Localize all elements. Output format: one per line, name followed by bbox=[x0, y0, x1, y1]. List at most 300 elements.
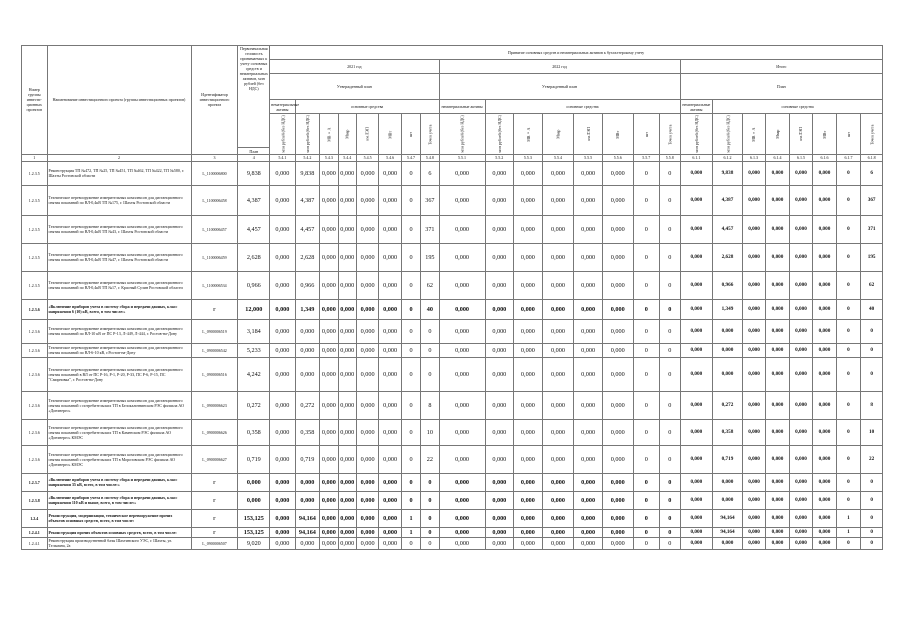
initial-cost-cell: 9,838 bbox=[238, 161, 270, 185]
column-number: 4 bbox=[238, 154, 270, 161]
value-2022-cell: 0,000 bbox=[602, 215, 633, 243]
value-2021-cell: 94,164 bbox=[295, 527, 320, 537]
initial-cost-cell: 5,233 bbox=[238, 343, 270, 357]
value-2022-cell: 0,000 bbox=[574, 343, 603, 357]
value-total-cell: 0,966 bbox=[713, 271, 743, 299]
value-2022-cell: 0,000 bbox=[485, 445, 514, 473]
value-total-cell: 195 bbox=[861, 243, 883, 271]
value-2022-cell: 0 bbox=[660, 491, 680, 509]
value-2022-cell: 0,000 bbox=[574, 537, 603, 549]
value-2021-cell: 0,000 bbox=[338, 357, 356, 391]
value-2021-cell: 0 bbox=[421, 537, 439, 549]
value-total-cell: 0,000 bbox=[813, 527, 836, 537]
value-2021-cell: 0,000 bbox=[320, 473, 338, 491]
approved-plan-2021-header: Утвержденный план bbox=[270, 74, 439, 100]
value-2021-cell: 0,000 bbox=[270, 391, 296, 419]
value-2021-cell: 0 bbox=[401, 299, 420, 319]
initial-cost-cell: 4,387 bbox=[238, 185, 270, 215]
value-total-cell: 0,000 bbox=[813, 391, 836, 419]
value-2022-cell: 0 bbox=[660, 215, 680, 243]
value-2021-cell: 0,000 bbox=[356, 445, 378, 473]
value-total-cell: 0,000 bbox=[742, 419, 765, 445]
value-total-cell: 0,000 bbox=[813, 419, 836, 445]
group-number-cell: 1.2.3.6 bbox=[22, 319, 48, 343]
value-2022-cell: 0,000 bbox=[542, 537, 574, 549]
value-total-cell: 0 bbox=[836, 357, 861, 391]
value-total-cell: 0,000 bbox=[742, 271, 765, 299]
value-total-cell: 0,000 bbox=[766, 491, 789, 509]
value-total-cell: 0,000 bbox=[789, 527, 812, 537]
group-number-cell: 1.2.3.5 bbox=[22, 243, 48, 271]
value-total-cell: 0,000 bbox=[680, 185, 713, 215]
value-2021-cell: 0,000 bbox=[320, 509, 338, 527]
value-2022-cell: 0,000 bbox=[542, 215, 574, 243]
value-2022-cell: 0,000 bbox=[542, 445, 574, 473]
unit-header: км ЛЭП bbox=[356, 114, 378, 155]
value-total-cell: 0 bbox=[836, 491, 861, 509]
value-2021-cell: 0,000 bbox=[320, 319, 338, 343]
value-total-cell: 0 bbox=[861, 527, 883, 537]
value-total-cell: 0,000 bbox=[766, 445, 789, 473]
table-row bbox=[22, 319, 883, 343]
value-total-cell: 0,000 bbox=[766, 185, 789, 215]
value-total-cell: 0 bbox=[836, 473, 861, 491]
value-2022-cell: 0 bbox=[660, 537, 680, 549]
value-2022-cell: 0,000 bbox=[574, 299, 603, 319]
value-2022-cell: 0 bbox=[660, 445, 680, 473]
value-2021-cell: 4,387 bbox=[295, 185, 320, 215]
value-2022-cell: 0 bbox=[660, 299, 680, 319]
group-number-cell: 1.2.4 bbox=[22, 509, 48, 527]
value-total-cell: 0,358 bbox=[713, 419, 743, 445]
value-total-cell: 0,000 bbox=[742, 243, 765, 271]
column-number: 5.4.3 bbox=[320, 154, 338, 161]
value-2021-cell: 4,457 bbox=[295, 215, 320, 243]
value-total-cell: 1 bbox=[836, 527, 861, 537]
value-2022-cell: 0,000 bbox=[514, 473, 543, 491]
value-2022-cell: 0,000 bbox=[514, 445, 543, 473]
column-number: 6.1.4 bbox=[766, 154, 789, 161]
value-2021-cell: 195 bbox=[421, 243, 439, 271]
value-2021-cell: 0 bbox=[401, 243, 420, 271]
value-total-cell: 0,000 bbox=[813, 299, 836, 319]
value-total-cell: 0,000 bbox=[680, 491, 713, 509]
value-2021-cell: 0 bbox=[401, 419, 420, 445]
value-2022-cell: 0,000 bbox=[485, 185, 514, 215]
value-2021-cell: 0,000 bbox=[320, 343, 338, 357]
project-id-cell: L_1100006457 bbox=[191, 215, 238, 243]
initial-cost-cell: 12,000 bbox=[238, 299, 270, 319]
value-2022-cell: 0,000 bbox=[574, 419, 603, 445]
value-2021-cell: 0,000 bbox=[295, 343, 320, 357]
value-2022-cell: 0 bbox=[660, 185, 680, 215]
value-total-cell: 0,000 bbox=[766, 343, 789, 357]
value-total-cell: 0,000 bbox=[789, 491, 812, 509]
group-number-cell: 1.2.4.1 bbox=[22, 527, 48, 537]
value-2021-cell: 0,000 bbox=[338, 473, 356, 491]
investment-table-sheet bbox=[21, 45, 883, 550]
value-2021-cell: 0 bbox=[421, 527, 439, 537]
table-row bbox=[22, 343, 883, 357]
group-number-cell: 1.2.3.5 bbox=[22, 161, 48, 185]
project-name-cell: Техническое перевооружение измерительных комплексов для дистанционного снятия показаний по ВЛ-0,4кВ ТП №175, г. Шахты Ростовской области bbox=[47, 185, 191, 215]
initial-cost-cell: 0,000 bbox=[238, 491, 270, 509]
value-2022-cell: 0,000 bbox=[439, 527, 485, 537]
column-number: 6.1.5 bbox=[789, 154, 812, 161]
value-total-cell: 0 bbox=[836, 185, 861, 215]
value-2021-cell: 0,000 bbox=[356, 537, 378, 549]
value-total-cell: 0,000 bbox=[713, 491, 743, 509]
value-total-cell: 0,000 bbox=[813, 509, 836, 527]
value-total-cell: 0,000 bbox=[813, 343, 836, 357]
value-2021-cell: 0 bbox=[401, 161, 420, 185]
value-total-cell: 0,000 bbox=[680, 527, 713, 537]
value-total-cell: 0,000 bbox=[742, 319, 765, 343]
project-name-cell: Реконструкция прочих объектов основных средств, всего, в том числе: bbox=[47, 527, 191, 537]
unit-header: Мвар bbox=[766, 114, 789, 155]
value-2022-cell: 0 bbox=[633, 215, 660, 243]
intangible-total-header: нематериальные активы bbox=[680, 100, 713, 114]
table-row bbox=[22, 161, 883, 185]
group-number-cell: 1.2.3.5 bbox=[22, 215, 48, 243]
value-2022-cell: 0 bbox=[633, 491, 660, 509]
value-2021-cell: 0,000 bbox=[338, 299, 356, 319]
value-2022-cell: 0,000 bbox=[574, 243, 603, 271]
value-2022-cell: 0,000 bbox=[602, 299, 633, 319]
table-row bbox=[22, 185, 883, 215]
value-2022-cell: 0,000 bbox=[439, 343, 485, 357]
value-2022-cell: 0,000 bbox=[602, 445, 633, 473]
value-total-cell: 0,000 bbox=[789, 215, 812, 243]
value-2021-cell: 0,000 bbox=[320, 357, 338, 391]
value-2022-cell: 0 bbox=[633, 299, 660, 319]
value-total-cell: 0 bbox=[861, 319, 883, 343]
value-total-cell: 0 bbox=[861, 357, 883, 391]
value-2022-cell: 0 bbox=[633, 527, 660, 537]
value-2021-cell: 0 bbox=[401, 491, 420, 509]
table-row bbox=[22, 509, 883, 527]
value-2022-cell: 0,000 bbox=[542, 243, 574, 271]
value-2022-cell: 0,000 bbox=[439, 215, 485, 243]
column-number: 5.4.1 bbox=[270, 154, 296, 161]
value-2022-cell: 0,000 bbox=[439, 299, 485, 319]
value-2021-cell: 0,000 bbox=[320, 391, 338, 419]
column-number: 2 bbox=[47, 154, 191, 161]
column-number: 6.1.2 bbox=[713, 154, 743, 161]
unit-header: МВт bbox=[813, 114, 836, 155]
value-2021-cell: 6 bbox=[421, 161, 439, 185]
value-total-cell: 0,272 bbox=[713, 391, 743, 419]
project-id-cell: L_0900006516 bbox=[191, 357, 238, 391]
project-id-cell: L_1100006459 bbox=[191, 243, 238, 271]
value-2022-cell: 0 bbox=[633, 537, 660, 549]
value-2022-cell: 0 bbox=[633, 419, 660, 445]
value-total-cell: 62 bbox=[861, 271, 883, 299]
value-2021-cell: 0,000 bbox=[338, 419, 356, 445]
value-2021-cell: 0,000 bbox=[338, 491, 356, 509]
value-total-cell: 0,000 bbox=[766, 527, 789, 537]
project-id-cell: L_0900006623 bbox=[191, 391, 238, 419]
value-2021-cell: 0 bbox=[401, 215, 420, 243]
value-2021-cell: 0,000 bbox=[295, 537, 320, 549]
value-2021-cell: 0 bbox=[401, 271, 420, 299]
value-total-cell: 0,000 bbox=[680, 299, 713, 319]
value-2022-cell: 0,000 bbox=[514, 419, 543, 445]
value-2022-cell: 0,000 bbox=[439, 491, 485, 509]
project-id-cell: Г bbox=[191, 491, 238, 509]
value-total-cell: 0,000 bbox=[742, 161, 765, 185]
value-2021-cell: 0,000 bbox=[270, 243, 296, 271]
table-row bbox=[22, 299, 883, 319]
value-2021-cell: 0,000 bbox=[270, 357, 296, 391]
value-2022-cell: 0,000 bbox=[574, 161, 603, 185]
column-number: 5.5.2 bbox=[485, 154, 514, 161]
column-number: 6.1.3 bbox=[742, 154, 765, 161]
project-name-cell: Техническое перевооружение измерительных комплексов для дистанционного снятия показаний по ВЛ-0,4кВ ТП №43, г. Шахты Ростовской области bbox=[47, 215, 191, 243]
value-2022-cell: 0 bbox=[633, 445, 660, 473]
column-number: 5.5.1 bbox=[439, 154, 485, 161]
value-2022-cell: 0,000 bbox=[574, 491, 603, 509]
value-2021-cell: 0,000 bbox=[320, 161, 338, 185]
unit-header: млн рублей (без НДС) bbox=[270, 114, 296, 155]
table-row bbox=[22, 243, 883, 271]
value-total-cell: 9,838 bbox=[713, 161, 743, 185]
value-2021-cell: 0,000 bbox=[379, 243, 401, 271]
value-2021-cell: 0,000 bbox=[270, 473, 296, 491]
initial-cost-cell: 153,125 bbox=[238, 509, 270, 527]
project-name-cell: Техническое перевооружение измерительных комплексов для дистанционного снятия показаний в ВЛ от ПС Р-16, Р-1, Р-20, Р-33, ПС Р-6, Р-15, ПС "Смирновка", г. Ростов-на-Дону bbox=[47, 357, 191, 391]
value-2022-cell: 0,000 bbox=[439, 509, 485, 527]
value-2021-cell: 0,000 bbox=[320, 215, 338, 243]
value-2022-cell: 0,000 bbox=[485, 537, 514, 549]
value-2022-cell: 0 bbox=[660, 161, 680, 185]
value-total-cell: 0,000 bbox=[789, 299, 812, 319]
value-2022-cell: 0,000 bbox=[542, 319, 574, 343]
unit-header: Мвар bbox=[542, 114, 574, 155]
value-total-cell: 0,000 bbox=[742, 491, 765, 509]
unit-header: МВ×А bbox=[320, 114, 338, 155]
value-total-cell: 0,000 bbox=[789, 185, 812, 215]
value-2022-cell: 0,000 bbox=[439, 473, 485, 491]
value-2022-cell: 0,000 bbox=[602, 537, 633, 549]
value-2021-cell: 0,000 bbox=[338, 537, 356, 549]
unit-header: Точек учета bbox=[660, 114, 680, 155]
value-total-cell: 0,000 bbox=[766, 473, 789, 491]
value-total-cell: 94,164 bbox=[713, 509, 743, 527]
project-id-cell: L_0900006542 bbox=[191, 343, 238, 357]
value-2022-cell: 0,000 bbox=[574, 445, 603, 473]
value-2021-cell: 371 bbox=[421, 215, 439, 243]
value-total-cell: 0 bbox=[836, 343, 861, 357]
group-number-cell: 1.2.3.6 bbox=[22, 343, 48, 357]
column-number: 5.4.5 bbox=[356, 154, 378, 161]
value-2021-cell: 9,838 bbox=[295, 161, 320, 185]
value-total-cell: 22 bbox=[861, 445, 883, 473]
project-name-cell: «Включение приборов учета в систему сбора и передачи данных, класс напряжения 110 кВ и выше, всего, в том числе:» bbox=[47, 491, 191, 509]
value-total-cell: 0,000 bbox=[789, 243, 812, 271]
value-total-cell: 1,349 bbox=[713, 299, 743, 319]
value-2021-cell: 0,000 bbox=[270, 215, 296, 243]
value-2022-cell: 0 bbox=[660, 509, 680, 527]
value-total-cell: 0 bbox=[836, 537, 861, 549]
value-2022-cell: 0 bbox=[660, 271, 680, 299]
value-total-cell: 0 bbox=[836, 215, 861, 243]
value-2021-cell: 0,000 bbox=[379, 509, 401, 527]
value-2021-cell: 0,000 bbox=[379, 491, 401, 509]
table-row bbox=[22, 527, 883, 537]
value-2022-cell: 0,000 bbox=[514, 537, 543, 549]
project-id-cell: Г bbox=[191, 527, 238, 537]
value-total-cell: 6 bbox=[861, 161, 883, 185]
value-2022-cell: 0,000 bbox=[439, 161, 485, 185]
year-2022-header: 2022 год bbox=[439, 60, 680, 74]
value-2021-cell: 0,000 bbox=[338, 343, 356, 357]
value-2022-cell: 0,000 bbox=[574, 319, 603, 343]
value-total-cell: 0 bbox=[836, 419, 861, 445]
table-row bbox=[22, 391, 883, 419]
value-2021-cell: 0,000 bbox=[356, 391, 378, 419]
value-2021-cell: 0,000 bbox=[379, 319, 401, 343]
value-2021-cell: 0,000 bbox=[379, 445, 401, 473]
value-2021-cell: 0,000 bbox=[379, 299, 401, 319]
value-total-cell: 0,000 bbox=[766, 509, 789, 527]
value-2021-cell: 0,000 bbox=[356, 419, 378, 445]
value-2021-cell: 0,000 bbox=[295, 319, 320, 343]
value-total-cell: 367 bbox=[861, 185, 883, 215]
table-row bbox=[22, 419, 883, 445]
value-total-cell: 0,000 bbox=[742, 527, 765, 537]
value-2022-cell: 0,000 bbox=[514, 185, 543, 215]
value-2021-cell: 0 bbox=[421, 509, 439, 527]
value-total-cell: 0,000 bbox=[680, 161, 713, 185]
group-number-cell: 1.2.3.6 bbox=[22, 299, 48, 319]
value-2022-cell: 0,000 bbox=[574, 473, 603, 491]
value-2022-cell: 0,000 bbox=[542, 491, 574, 509]
project-id-cell: L_0900006507 bbox=[191, 537, 238, 549]
project-name-cell: «Включение приборов учета в систему сбора и передачи данных, класс напряжения 6 (10) кВ, всего, в том числе:» bbox=[47, 299, 191, 319]
initial-cost-cell: 0,966 bbox=[238, 271, 270, 299]
initial-cost-header: Первоначальная стоимость принимаемых к учету основных средств и нематериальных активов, млн рублей (без НДС) bbox=[238, 46, 270, 148]
value-total-cell: 2,628 bbox=[713, 243, 743, 271]
value-total-cell: 0,000 bbox=[680, 419, 713, 445]
value-total-cell: 0,000 bbox=[789, 161, 812, 185]
value-total-cell: 0,000 bbox=[766, 299, 789, 319]
value-total-cell: 0,000 bbox=[789, 343, 812, 357]
value-total-cell: 0,000 bbox=[789, 473, 812, 491]
value-total-cell: 0,000 bbox=[742, 537, 765, 549]
initial-cost-cell: 4,242 bbox=[238, 357, 270, 391]
column-number: 1 bbox=[22, 154, 48, 161]
value-2021-cell: 0,000 bbox=[379, 343, 401, 357]
value-2021-cell: 2,628 bbox=[295, 243, 320, 271]
column-number: 5.4.4 bbox=[338, 154, 356, 161]
table-row bbox=[22, 473, 883, 491]
value-2021-cell: 0,000 bbox=[338, 509, 356, 527]
value-total-cell: 0 bbox=[836, 271, 861, 299]
project-id-cell: Г bbox=[191, 509, 238, 527]
value-2021-cell: 0 bbox=[421, 357, 439, 391]
value-total-cell: 0 bbox=[836, 299, 861, 319]
value-2022-cell: 0,000 bbox=[574, 185, 603, 215]
value-total-cell: 0,000 bbox=[713, 343, 743, 357]
value-2021-cell: 0,000 bbox=[379, 357, 401, 391]
value-total-cell: 0 bbox=[861, 537, 883, 549]
initial-cost-cell: 0,358 bbox=[238, 419, 270, 445]
value-2021-cell: 0,000 bbox=[379, 161, 401, 185]
value-2021-cell: 0,000 bbox=[320, 243, 338, 271]
unit-header: млн рублей (без НДС) bbox=[713, 114, 743, 155]
value-2021-cell: 0,000 bbox=[320, 185, 338, 215]
value-total-cell: 0,000 bbox=[813, 473, 836, 491]
value-2021-cell: 0,000 bbox=[356, 343, 378, 357]
value-2021-cell: 0,000 bbox=[356, 527, 378, 537]
value-2021-cell: 0,000 bbox=[320, 419, 338, 445]
value-2022-cell: 0,000 bbox=[602, 391, 633, 419]
value-2021-cell: 0,000 bbox=[320, 299, 338, 319]
fixed-assets-2021-header: основные средства bbox=[295, 100, 439, 114]
value-total-cell: 0,000 bbox=[813, 271, 836, 299]
value-2022-cell: 0,000 bbox=[542, 419, 574, 445]
value-total-cell: 0,000 bbox=[766, 215, 789, 243]
value-2021-cell: 0,000 bbox=[379, 527, 401, 537]
value-2022-cell: 0,000 bbox=[514, 509, 543, 527]
value-2021-cell: 0,000 bbox=[338, 527, 356, 537]
value-2022-cell: 0 bbox=[633, 343, 660, 357]
value-2021-cell: 1 bbox=[401, 527, 420, 537]
value-2021-cell: 0 bbox=[401, 357, 420, 391]
value-2021-cell: 0,000 bbox=[356, 161, 378, 185]
value-total-cell: 0,000 bbox=[742, 473, 765, 491]
column-number: 5.4.6 bbox=[379, 154, 401, 161]
value-2022-cell: 0 bbox=[633, 509, 660, 527]
project-name-cell: Техническое перевооружение измерительных комплексов для дистанционного снятия показаний по ВЛ-10 кВ от ПС Р-13, Л-449, Л-444, г. Ростов-на-Дону bbox=[47, 319, 191, 343]
approved-plan-2022-header: Утвержденный план bbox=[439, 74, 680, 100]
value-2021-cell: 0 bbox=[401, 343, 420, 357]
value-2021-cell: 0,000 bbox=[270, 491, 296, 509]
value-2021-cell: 0,000 bbox=[356, 271, 378, 299]
initial-cost-cell: 9,020 bbox=[238, 537, 270, 549]
project-name-cell: Техническое перевооружение измерительных комплексов для дистанционного снятия показаний с потребительских ТП в Морозовском РЭС филиала АО «Донэнерго» КМЭС bbox=[47, 445, 191, 473]
project-id-cell: L_1100006458 bbox=[191, 185, 238, 215]
unit-header: млн рублей (без НДС) bbox=[680, 114, 713, 155]
value-total-cell: 0,000 bbox=[680, 445, 713, 473]
value-2022-cell: 0 bbox=[633, 319, 660, 343]
value-2021-cell: 1,349 bbox=[295, 299, 320, 319]
value-2022-cell: 0,000 bbox=[542, 527, 574, 537]
value-2022-cell: 0,000 bbox=[542, 161, 574, 185]
value-2022-cell: 0,000 bbox=[542, 509, 574, 527]
group-number-cell: 1.2.3.6 bbox=[22, 391, 48, 419]
value-total-cell: 0,000 bbox=[713, 537, 743, 549]
value-2021-cell: 0 bbox=[401, 391, 420, 419]
value-2022-cell: 0 bbox=[660, 527, 680, 537]
group-number-cell: 1.2.3.6 bbox=[22, 419, 48, 445]
value-total-cell: 0 bbox=[836, 161, 861, 185]
unit-header: Мвар bbox=[338, 114, 356, 155]
value-total-cell: 0,000 bbox=[766, 357, 789, 391]
value-2022-cell: 0,000 bbox=[602, 185, 633, 215]
value-total-cell: 0,000 bbox=[742, 299, 765, 319]
value-2022-cell: 0,000 bbox=[485, 243, 514, 271]
value-2021-cell: 0,966 bbox=[295, 271, 320, 299]
value-2021-cell: 0,000 bbox=[379, 391, 401, 419]
column-number: 6.1.7 bbox=[836, 154, 861, 161]
table-row bbox=[22, 445, 883, 473]
unit-header: млн рублей (без НДС) bbox=[295, 114, 320, 155]
value-total-cell: 0 bbox=[836, 243, 861, 271]
project-id-cell: L_1100006534 bbox=[191, 271, 238, 299]
value-total-cell: 0,000 bbox=[680, 473, 713, 491]
